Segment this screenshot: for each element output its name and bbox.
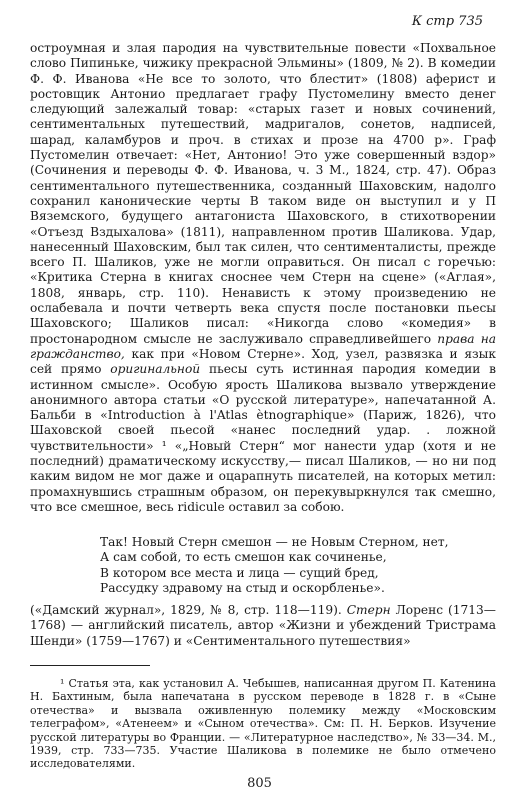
poem-line-4: Рассудку здравому на стыд и оскорбленье».: [100, 580, 385, 595]
after-paragraph: [30, 603, 496, 649]
running-header: К стр 735: [411, 14, 483, 29]
main-text-part-1: остроумная и злая пародия на чувствительные повести «Похвальное слово Пипиньке, чижику прекрасной Эльмины» (1809, № 2). В комедии Ф. Ф. Иванова «Не все то золото, что блестит» (1808) аферист и ростовщик Антонио предлагает графу Пустомелину вместо денег следующий залежалый товар: «старых газет и новых сочинений, сентиментальных путешествий, мадригалов, сонетов, надписей, шарад, каламбуров и проч. в стихах и прозе на 4700 р». Граф Пустомелин отвечает: «Нет, Антонио! Это уже совершенный вздор» (Сочинения и переводы Ф. Ф. Иванова, ч. 3 М., 1824, стр. 47). Образ сентиментального путешественника, созданный Шаховским, надолго сохранил канонические черты В таком виде он выступил и у П Вяземского, будущего антагониста Шаховского, в стихотворении «Отъезд Вздыхалова» (1811), направленном против Шаликова. Удар, нанесенный Шаховским, был так силен, что сентименталисты, прежде всего П. Шаликов, уже не могли оправиться. Он писал с горечью: «Критика Стерна в книгах сноснее чем Стерн на сцене» («Аглая», 1808, январь, стр. 110). Ненависть к этому произведению не ослабевала и почти четверть века спустя после постановки пьесы Шаховского; Шаликов писал: «Никогда слово «комедия» в простонародном смысле не заслуживало справедливейшего: [30, 41, 496, 346]
main-text-part-2: как при «Новом Стерне». Ход, узел, развязка и язык сей прямо: [30, 346, 496, 377]
main-text: [30, 41, 496, 515]
after-poem-text: [30, 603, 496, 649]
main-text-part-3: пьесы суть истинная пародия комедии в истинном смысле». Особую ярость Шаликова вызвало утверждение анонимного автора статьи «О русской литературе», напечатанной А. Бальби в «Introduction à l'Atlas ètnographique» (Париж, 1826), что Шаховской своей пьесой «нанес последний удар. . ложной чувствительности» ¹ «„Новый Стерн“ мог нанести удар (хотя и не последний) драматическому искусству,— писал Шаликов, — но ни под каким видом не мог даже и оцарапнуть писателей, на которых метил: промахнувшись страшным образом, он перекувыркнулся так смешно, что все смешное, весь ridicule оставил за собою.: [30, 362, 497, 514]
after-italic: Стерн: [346, 603, 391, 617]
footnote-text: ¹ Статья эта, как установил А. Чебышев, написанная другом П. Катенина Н. Бахтиным, была напечатана в русском переводе в 1828 г. в «Сыне отечества» и вызвала оживленную полемику между «Московским телеграфом», «Атенеем» и «Сыном отечества». См: П. Н. Берков. Изучение русской литературы во Франции. — «Литературное наследство», № 33—34. М., 1939, стр. 733—735. Участие Шаликова в полемике не было отмечено исследователями.: [30, 677, 496, 771]
poem-line-1: Так! Новый Стерн смешон — не Новым Стерном, нет,: [100, 535, 449, 549]
main-italic-2: оригинальной: [110, 362, 201, 377]
after-text-part-1: («Дамский журнал», 1829, № 8, стр. 118—119).: [30, 603, 347, 617]
poem-line-2: А сам собой, то есть смешон как сочиненье,: [100, 550, 387, 565]
poem-quote: [100, 535, 448, 596]
page-number: 805: [247, 776, 272, 791]
footnote: [30, 677, 496, 771]
main-paragraph: [30, 41, 496, 515]
poem-line-3: В котором все места и лица — сущий бред,: [100, 565, 379, 580]
main-italic-1: права на гражданство,: [30, 331, 496, 361]
after-text-part-2: Лоренс (1713—1768) — английский писатель, автор «Жизни и убеждений Тристрама Шенди» (1759—1767) и «Сентиментального путешествия»: [30, 603, 496, 648]
footnote-divider: [30, 665, 150, 666]
